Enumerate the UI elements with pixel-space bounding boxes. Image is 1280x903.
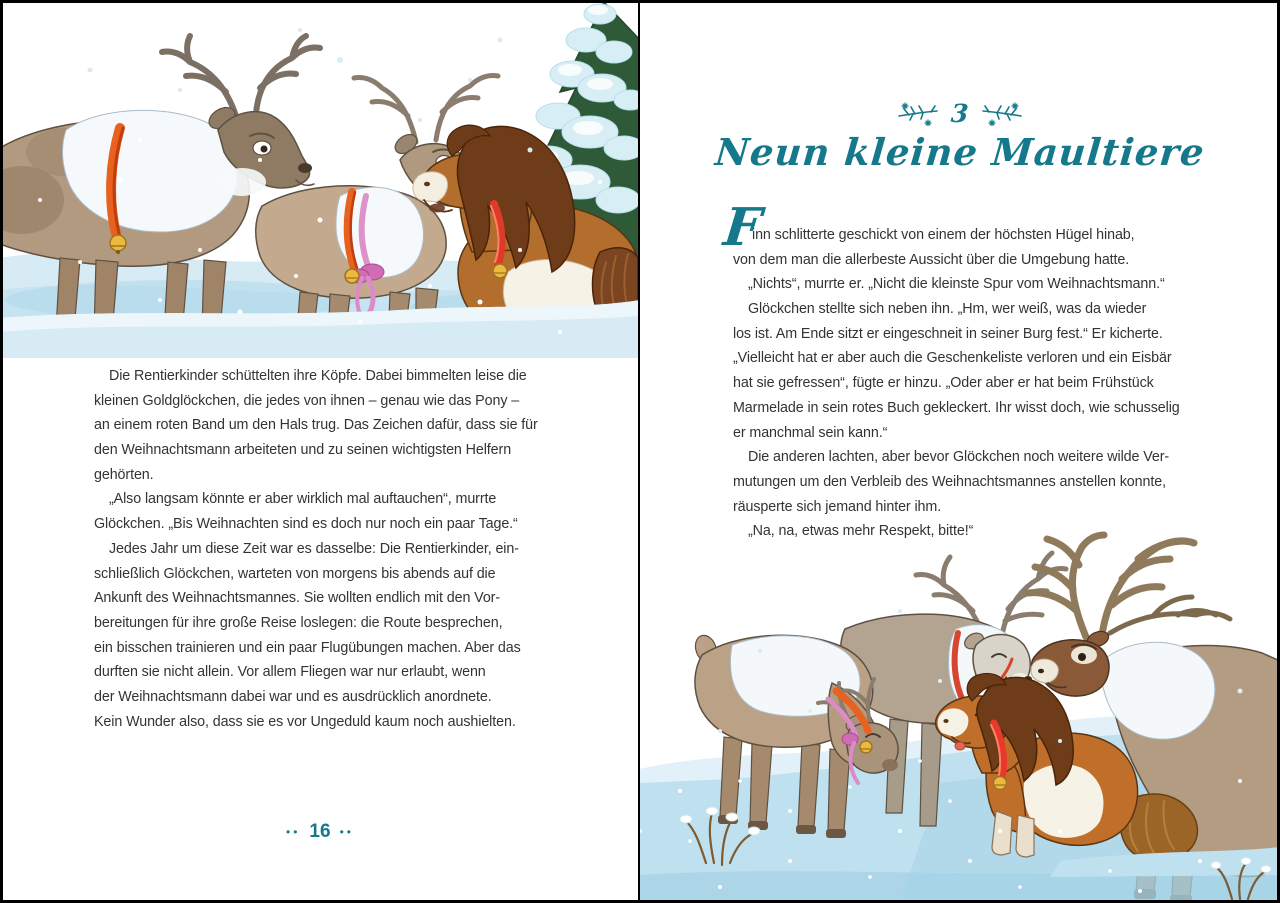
text-line: durften sie nicht allein. Vor allem Fliegen war nur erlaubt, wenn (94, 664, 486, 681)
text-line: bereitungen für ihre große Reise loslegen: die Route besprechen, (94, 614, 503, 631)
illustration-reindeer-pony-meeting (0, 0, 640, 358)
text-line: Die Rentierkinder schüttelten ihre Köpfe. Dabei bimmelten leise die (109, 368, 527, 384)
illustration-reindeer-group-pony-sitting (640, 531, 1280, 903)
page-gutter (638, 0, 640, 903)
twig-ornament-left (897, 100, 939, 126)
gold-bell (345, 269, 359, 283)
gold-bell (994, 777, 1007, 790)
page-number (0, 819, 640, 845)
story-text-right (733, 223, 1199, 544)
text-line: den Weihnachtsmann arbeiteten und zu seinen wichtigsten Helfern (94, 442, 512, 459)
text-line: mutungen um den Verbleib des Weihnachtsmannes anstellen konnte, (733, 473, 1166, 490)
text-line: inn schlitterte geschickt von einem der höchsten Hügel hinab, (752, 227, 1135, 243)
text-line: der Weihnachtsmann dabei war und es ausdrücklich anordnete. (94, 688, 492, 705)
text-line: hat sie gefressen“, fügte er hinzu. „Oder aber er hat beim Frühstück (733, 375, 1154, 392)
text-line: Glöckchen. „Bis Weihnachten sind es doch nur noch ein paar Tage.“ (94, 516, 518, 533)
text-line: an einem roten Band um den Hals trug. Das Zeichen dafür, dass sie für (94, 417, 538, 434)
gold-bell (493, 264, 507, 278)
page-number-dots-left: •• (286, 825, 301, 839)
drop-cap: F (720, 197, 765, 258)
chapter-title: Neun kleine Maultiere (713, 130, 1207, 174)
text-line: ein bisschen trainieren und ein paar Flugübungen machen. Aber das (94, 639, 521, 656)
text-line: Ankunft des Weihnachtsmannes. Sie wollten endlich mit den Vor- (94, 590, 500, 607)
text-line: gehörten. (94, 466, 154, 483)
twig-ornament-right (981, 100, 1023, 126)
text-line: „Nichts“, murrte er. „Nicht die kleinste Spur vom Weihnachtsmann.“ (748, 276, 1165, 293)
text-line: „Also langsam könnte er aber wirklich mal auftauchen“, murrte (109, 491, 497, 508)
page-number-dots-right: •• (339, 825, 354, 839)
text-line: Die anderen lachten, aber bevor Glöckchen noch weitere wilde Ver- (748, 449, 1170, 466)
chapter-number: 3 (950, 98, 970, 128)
chapter-header (640, 97, 1280, 129)
text-line: Glöckchen stellte sich neben ihn. „Hm, wer weiß, was da wieder (748, 301, 1147, 318)
text-line: schließlich Glöckchen, warteten von morgens bis abends auf die (94, 565, 496, 582)
text-line: los ist. Am Ende sitzt er eingeschneit in seiner Burg fest.“ Er kicherte. (733, 325, 1163, 342)
text-line: „Vielleicht hat er aber auch die Geschenkeliste verloren und ein Eisbär (733, 350, 1172, 367)
story-text-left (94, 364, 588, 734)
page-number-value: 16 (309, 821, 331, 842)
text-line: Jedes Jahr um diese Zeit war es dasselbe: Die Rentierkinder, ein- (109, 540, 519, 557)
text-line: Kein Wunder also, dass sie es vor Ungeduld kaum noch aushielten. (94, 713, 516, 730)
text-line: von dem man die allerbeste Aussicht über die Umgebung hatte. (733, 251, 1130, 268)
gold-bell (860, 741, 872, 753)
right-page (640, 0, 1280, 903)
text-line: Marmelade in sein rotes Buch gekleckert. Ihr wisst doch, wie schusselig (733, 399, 1180, 416)
text-line: räusperte sich jemand hinter ihm. (733, 498, 942, 515)
text-line: „Na, na, etwas mehr Respekt, bitte!“ (748, 523, 974, 540)
text-line: kleinen Goldglöckchen, die jedes von ihnen – genau wie das Pony – (94, 392, 520, 409)
text-line: er manchmal sein kann.“ (733, 424, 888, 441)
